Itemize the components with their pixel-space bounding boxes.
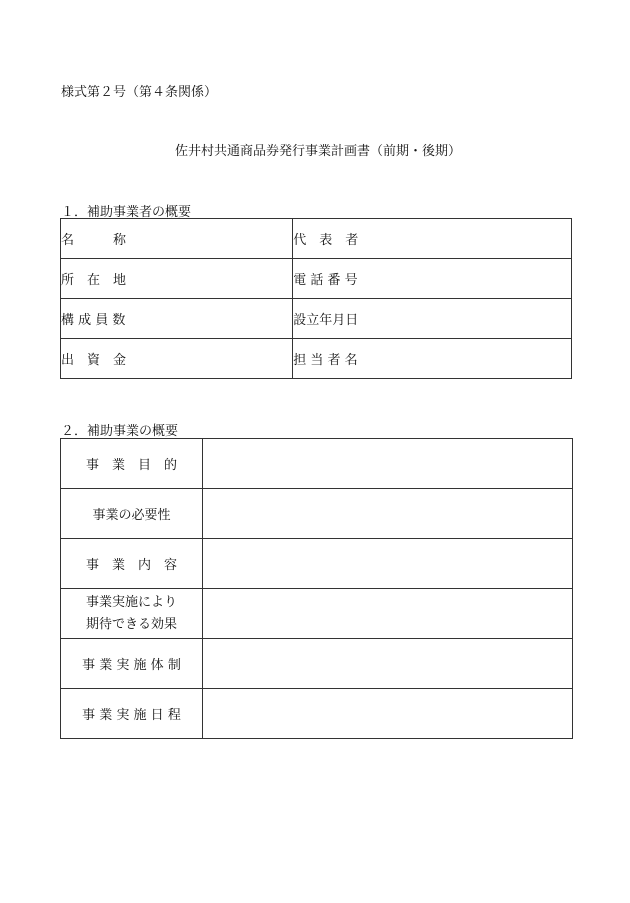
label-project-content: 事 業 内 容 — [61, 539, 203, 589]
table-row — [61, 439, 573, 489]
table-row — [61, 219, 572, 259]
label-project-purpose: 事 業 目 的 — [61, 439, 203, 489]
label-implementation-schedule: 事 業 実 施 日 程 — [61, 689, 203, 739]
label-phone-number: 電 話 番 号 — [293, 259, 572, 299]
value-expected-effects[interactable] — [203, 589, 573, 639]
applicant-overview-table — [60, 218, 572, 379]
value-project-necessity[interactable] — [203, 489, 573, 539]
table-row — [61, 589, 573, 639]
table-row — [61, 489, 573, 539]
table-row — [61, 339, 572, 379]
section2-heading: ２．補助事業の概要 — [61, 424, 179, 439]
table-row — [61, 639, 573, 689]
value-project-content[interactable] — [203, 539, 573, 589]
label-contact-person: 担 当 者 名 — [293, 339, 572, 379]
label-expected-effects — [61, 589, 203, 639]
table-row — [61, 689, 573, 739]
value-project-purpose[interactable] — [203, 439, 573, 489]
table-row — [61, 299, 572, 339]
label-capital: 出 資 金 — [61, 339, 293, 379]
value-implementation-schedule[interactable] — [203, 689, 573, 739]
table-row — [61, 259, 572, 299]
label-name: 名 称 — [61, 219, 293, 259]
project-overview-table — [60, 438, 573, 739]
table-row — [61, 539, 573, 589]
label-member-count: 構 成 員 数 — [61, 299, 293, 339]
document-title: 佐井村共通商品券発行事業計画書（前期・後期） — [174, 144, 461, 159]
label-implementation-structure: 事 業 実 施 体 制 — [61, 639, 203, 689]
label-expected-effects-line2: 期待できる効果 — [85, 616, 177, 632]
label-representative: 代 表 者 — [293, 219, 572, 259]
form-number: 様式第２号（第４条関係） — [61, 85, 218, 100]
value-implementation-structure[interactable] — [203, 639, 573, 689]
label-establishment-date: 設立年月日 — [293, 299, 572, 339]
label-expected-effects-line1: 事業実施により — [85, 594, 177, 610]
label-address: 所 在 地 — [61, 259, 293, 299]
section1-heading: １．補助事業者の概要 — [61, 205, 192, 220]
label-project-necessity: 事業の必要性 — [61, 489, 203, 539]
